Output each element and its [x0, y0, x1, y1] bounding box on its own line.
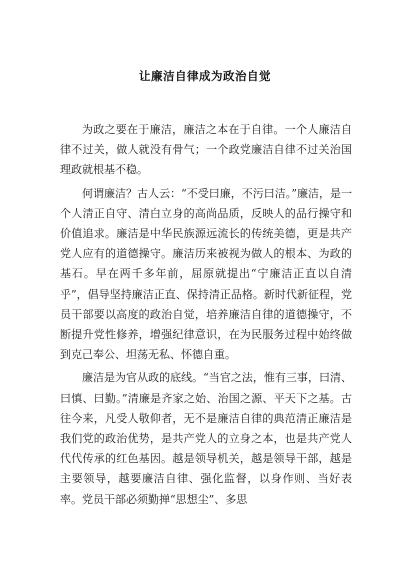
document-body	[60, 120, 352, 513]
paragraph-3: 廉洁是为官从政的底线。“当官之法，惟有三事，曰清、曰慎、曰勤。”清廉是齐家之始、治国之源、平天下之基。古往今来，凡受人敬仰者，无不是廉洁自律的典范清正廉洁是我们党的政治优势，是共产党人的立身之本，也是共产党人代代传承的红色基因。越是领导机关，越是领导干部，越是主要领导，越要廉洁自律、强化监督，以身作则、当好表率。党员干部必须勤掸“思想尘”、多思	[60, 371, 352, 506]
paragraph-1: 为政之要在于廉洁，廉洁之本在于自律。一个人廉洁自律不过关，做人就没有骨气；一个政党廉洁自律不过关治国理政就根基不稳。	[60, 123, 352, 177]
paragraph-2: 何谓廉洁？古人云：“不受曰廉，不污曰洁。”廉洁，是一个人清正自守、清白立身的高尚品质，反映人的品行操守和价值追求。廉洁是中华民族源远流长的传统美德，更是共产党人应有的道德操守。廉洁历来被视为做人的根本、为政的基石。早在两千多年前，屈原就提出“宁廉洁正直以自清乎”，倡导坚持廉洁正直、保持清正品格。新时代新征程，党员干部要以高度的政治自觉，培养廉洁自律的道德操守，不断提升党性修养，增强纪律意识，在为民服务过程中始终做到克己奉公、坦荡无私、怀德自重。	[60, 186, 352, 362]
document-title: 让廉洁自律成为政治自觉	[139, 69, 271, 83]
